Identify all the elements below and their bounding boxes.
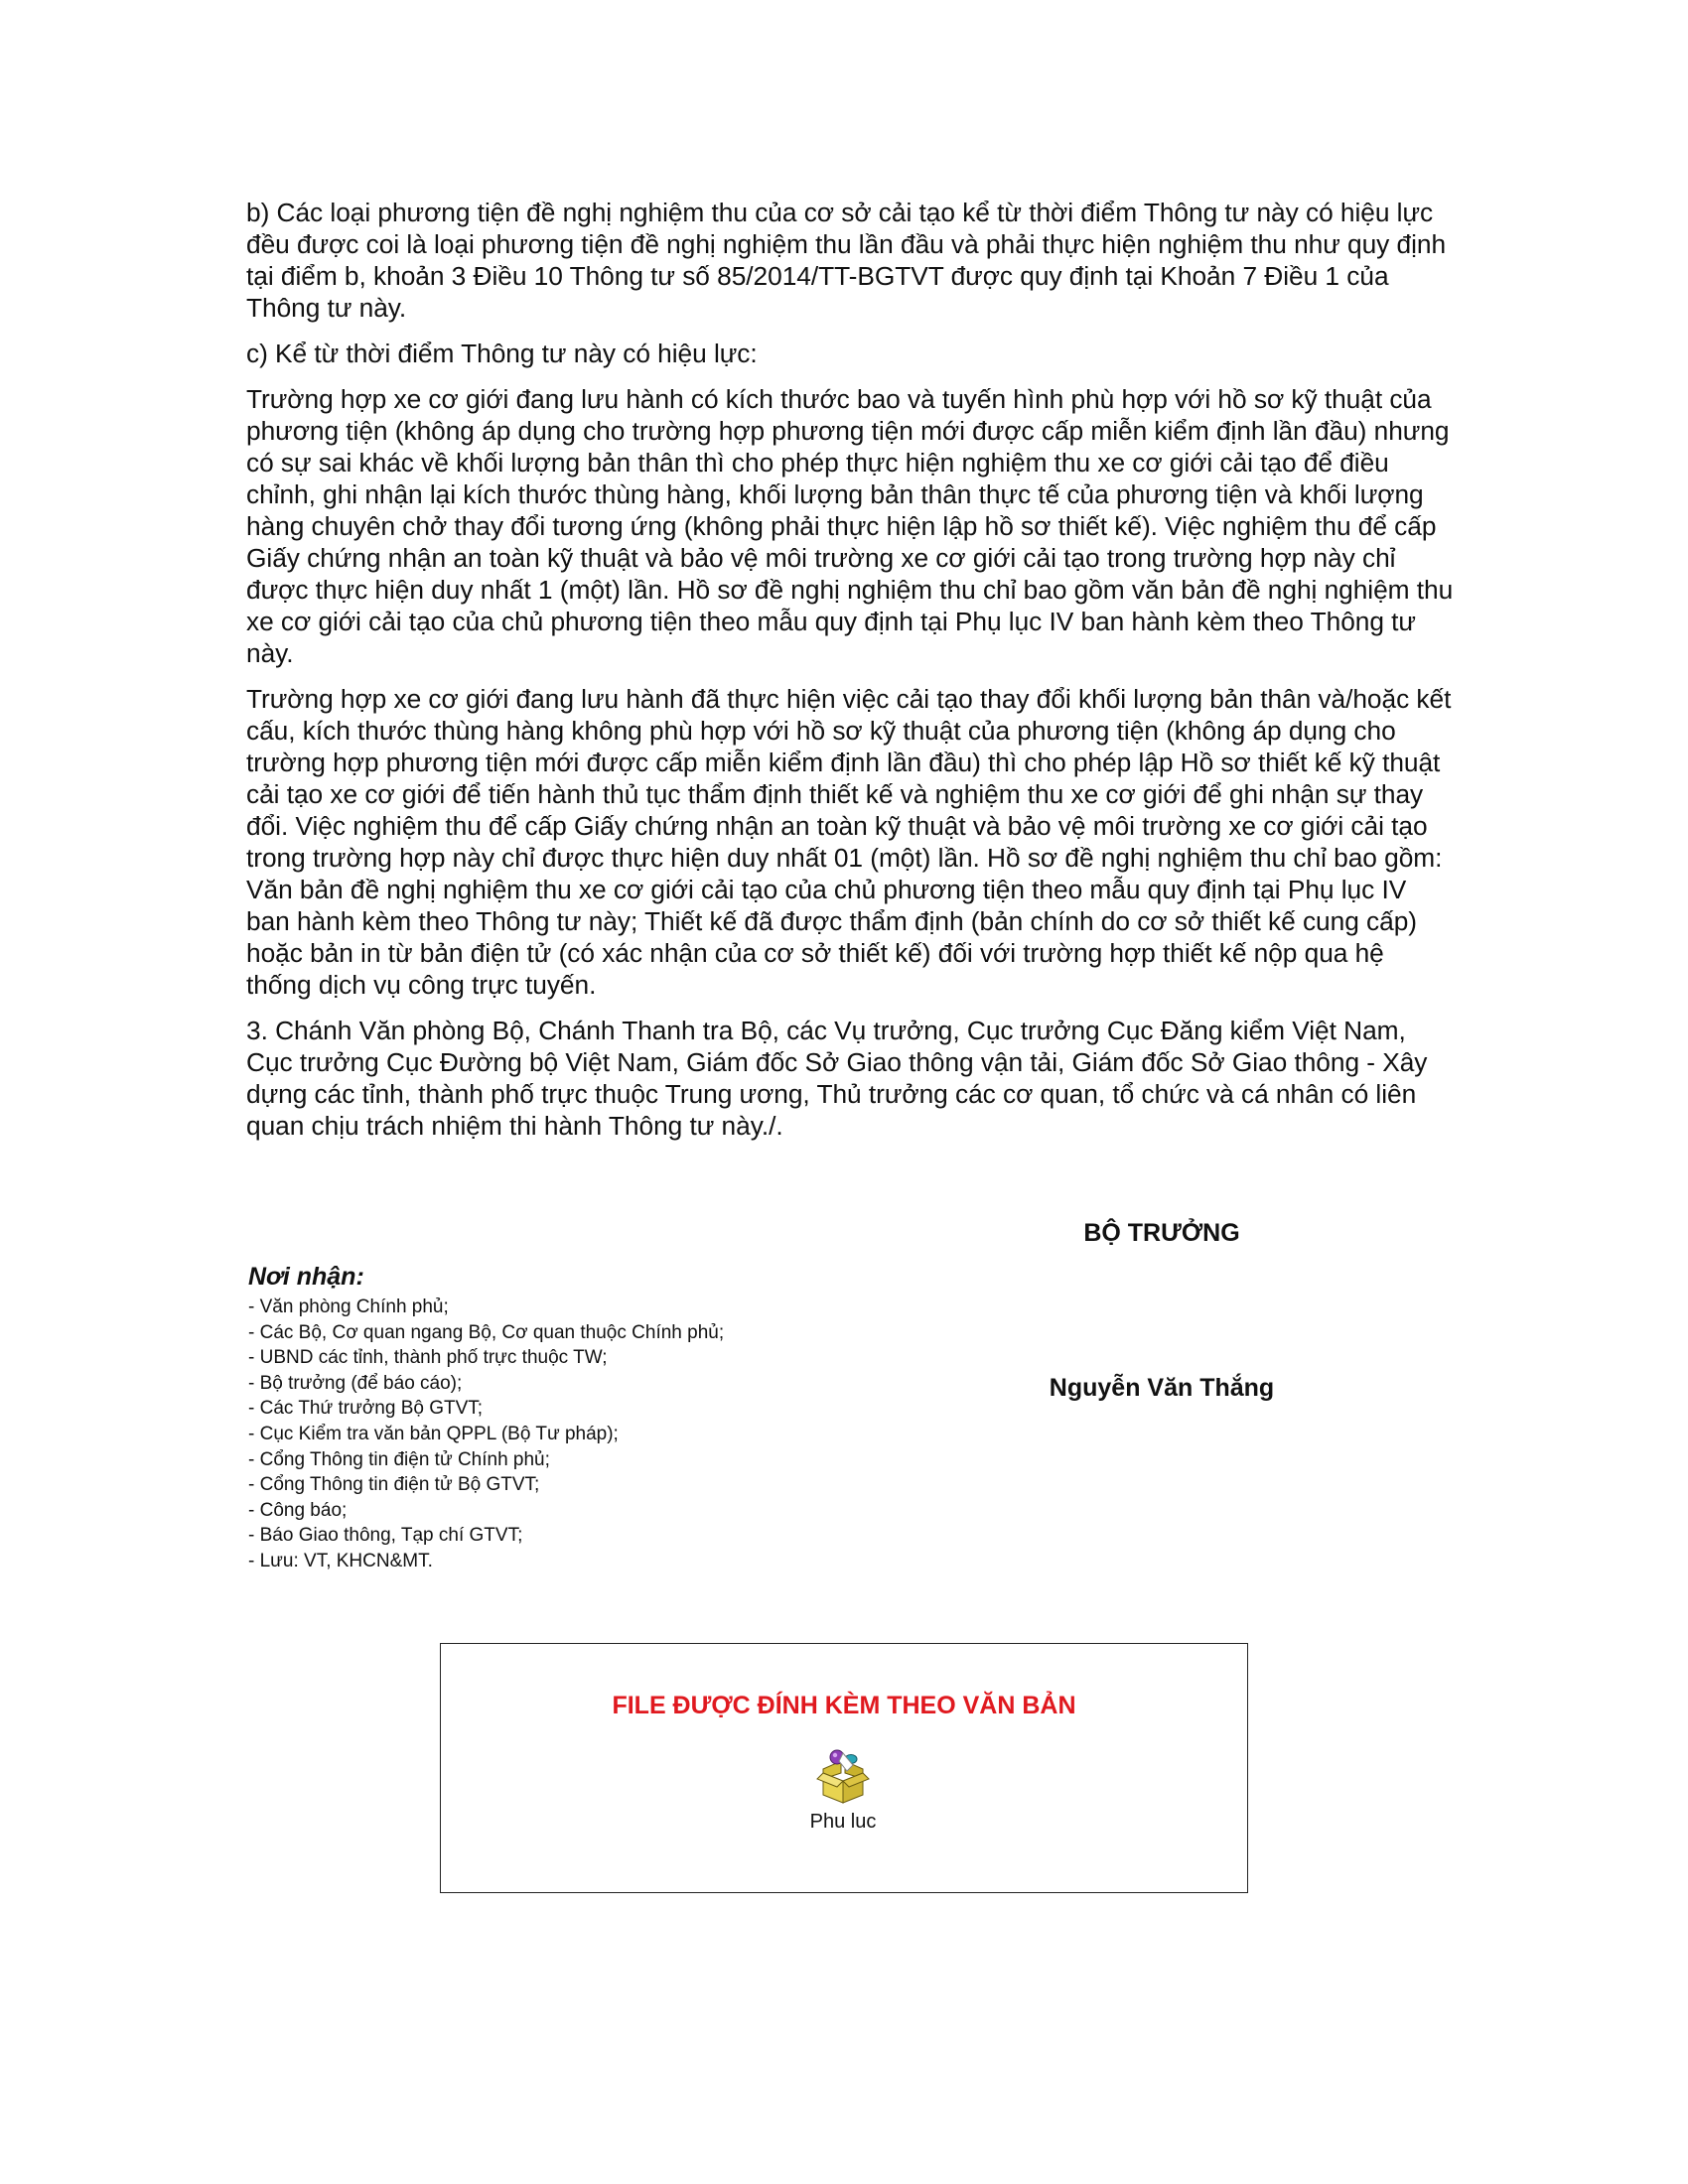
signer-name: Nguyễn Văn Thắng	[1049, 1374, 1275, 1402]
archive-package-icon	[811, 1743, 875, 1807]
paragraph-c: c) Kể từ thời điểm Thông tư này có hiệu lực:	[246, 339, 758, 368]
paragraph-case-2: Trường hợp xe cơ giới đang lưu hành đã thực hiện việc cải tạo thay đổi khối lượng bản thân và/hoặc kết cấu, kích thước thùng hàng không phù hợp với hồ sơ kỹ thuật của phương tiện (không áp dụng cho trường hợp phương tiện mới được cấp miễn kiểm định lần đầu) thì cho phép lập Hồ sơ thiết kế kỹ thuật cải tạo xe cơ giới để tiến hành thủ tục thẩm định thiết kế và nghiệm thu xe cơ giới để ghi nhận sự thay đổi. Việc nghiệm thu để cấp Giấy chứng nhận an toàn kỹ thuật và bảo vệ môi trường xe cơ giới cải tạo trong trường hợp này chỉ được thực hiện duy nhất 01 (một) lần. Hồ sơ đề nghị nghiệm thu chỉ bao gồm: Văn bản đề nghị nghiệm thu xe cơ giới cải tạo của chủ phương tiện theo mẫu quy định tại Phụ lục IV ban hành kèm theo Thông tư này; Thiết kế đã được thẩm định (bản chính do cơ sở thiết kế cung cấp) hoặc bản in từ bản điện tử (có xác nhận của cơ sở thiết kế) đối với trường hợp thiết kế nộp qua hệ thống dịch vụ công trực tuyến.	[246, 684, 1452, 1000]
recipient-item: - Các Bộ, Cơ quan ngang Bộ, Cơ quan thuộc Chính phủ;	[248, 1321, 725, 1343]
signature-block	[993, 1217, 1331, 1404]
recipient-item: - Cổng Thông tin điện tử Bộ GTVT;	[248, 1474, 540, 1496]
attachment-title: FILE ĐƯỢC ĐÍNH KÈM THEO VĂN BẢN	[612, 1692, 1076, 1719]
recipient-item: - UBND các tỉnh, thành phố trực thuộc TW;	[248, 1347, 608, 1369]
recipient-item: - Lưu: VT, KHCN&MT.	[248, 1550, 433, 1571]
paragraph-article-3: 3. Chánh Văn phòng Bộ, Chánh Thanh tra Bộ, các Vụ trưởng, Cục trưởng Cục Đăng kiểm Việt Nam, Cục trưởng Cục Đường bộ Việt Nam, Giám đốc Sở Giao thông vận tải, Giám đốc Sở Giao thông - Xây dựng các tỉnh, thành phố trực thuộc Trung ương, Thủ trưởng các cơ quan, tổ chức và cá nhân có liên quan chịu trách nhiệm thi hành Thông tư này./.	[246, 1016, 1428, 1141]
recipient-item: - Cổng Thông tin điện tử Chính phủ;	[248, 1448, 550, 1470]
recipients-block	[248, 1261, 864, 1574]
paragraph-case-1: Trường hợp xe cơ giới đang lưu hành có kích thước bao và tuyến hình phù hợp với hồ sơ kỹ thuật của phương tiện (không áp dụng cho trường hợp phương tiện mới được cấp miễn kiểm định lần đầu) nhưng có sự sai khác về khối lượng bản thân thì cho phép thực hiện nghiệm thu xe cơ giới cải tạo để điều chỉnh, ghi nhận lại kích thước thùng hàng, khối lượng bản thân thực tế của phương tiện và khối lượng hàng chuyên chở thay đổi tương ứng (không phải thực hiện lập hồ sơ thiết kế). Việc nghiệm thu để cấp Giấy chứng nhận an toàn kỹ thuật và bảo vệ môi trường xe cơ giới cải tạo trong trường hợp này chỉ được thực hiện duy nhất 1 (một) lần. Hồ sơ đề nghị nghiệm thu chỉ bao gồm văn bản đề nghị nghiệm thu xe cơ giới cải tạo của chủ phương tiện theo mẫu quy định tại Phụ lục IV ban hành kèm theo Thông tư này.	[246, 384, 1454, 668]
recipient-item: - Báo Giao thông, Tạp chí GTVT;	[248, 1525, 523, 1547]
recipient-item: - Công báo;	[248, 1499, 348, 1521]
signer-title: BỘ TRƯỞNG	[1083, 1219, 1240, 1247]
recipients-list	[248, 1295, 864, 1574]
recipient-item: - Các Thứ trưởng Bộ GTVT;	[248, 1398, 484, 1420]
attachment-file-phu-luc[interactable]	[778, 1743, 908, 1835]
attachment-box	[440, 1643, 1248, 1893]
attachment-file-label: Phu luc	[809, 1811, 877, 1833]
recipient-item: - Văn phòng Chính phủ;	[248, 1297, 449, 1317]
document-body	[246, 197, 1456, 1156]
recipients-title: Nơi nhận:	[248, 1263, 364, 1291]
recipient-item: - Bộ trưởng (để báo cáo);	[248, 1372, 463, 1394]
paragraph-b: b) Các loại phương tiện đề nghị nghiệm thu của cơ sở cải tạo kể từ thời điểm Thông tư này có hiệu lực đều được coi là loại phương tiện đề nghị nghiệm thu lần đầu và phải thực hiện nghiệm thu như quy định tại điểm b, khoản 3 Điều 10 Thông tư số 85/2014/TT-BGTVT được quy định tại Khoản 7 Điều 1 của Thông tư này.	[246, 198, 1447, 323]
recipient-item: - Cục Kiểm tra văn bản QPPL (Bộ Tư pháp);	[248, 1423, 619, 1444]
